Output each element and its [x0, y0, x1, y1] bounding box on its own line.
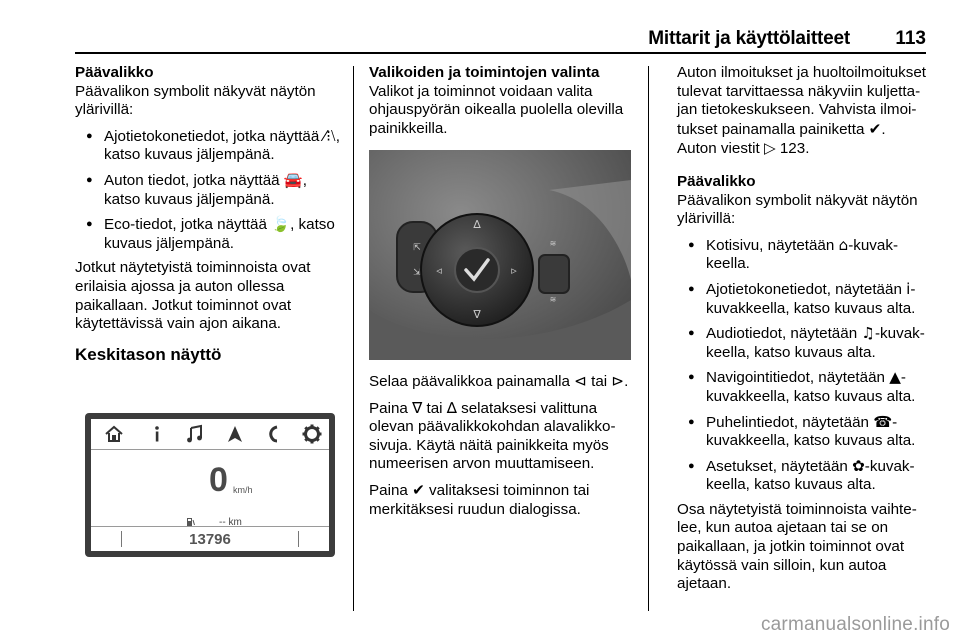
section-heading-main-menu: Päävalikko: [677, 172, 756, 190]
speed-value: 0: [209, 461, 228, 499]
column-2-continued: [369, 372, 637, 526]
info-icon: [146, 423, 168, 445]
section-heading-main-menu: Päävalikko: [75, 64, 154, 81]
column-2: [369, 64, 637, 145]
body-paragraph: Auton ilmoitukset ja huoltoilmoitukset tulevat tarvittaessa näkyviin kuljettajan tietokeskukseen. Vahvista ilmoitukset painamalla painiketta ✔. Auton viestit ▷ 123.: [677, 64, 927, 158]
home-icon: ⌂: [838, 235, 849, 254]
list-item: ● Puhelintiedot, näytetään ☎-kuvakkeella, katso kuvaus alta.: [677, 413, 932, 451]
list-item: ● Ajotietokonetiedot, näytetään i-kuvakkeella, katso kuvaus alta.: [677, 280, 932, 318]
svg-text:▹: ▹: [511, 264, 517, 277]
svg-text:⇲: ⇲: [413, 268, 421, 278]
music-icon: [184, 423, 206, 445]
phone-icon: [263, 423, 285, 445]
list-item: ● Asetukset, näytetään ✿-kuvakkeella, katso kuvaus alta.: [677, 457, 932, 495]
intro-text: Päävalikon symbolit näkyvät näytön ylärivillä:: [75, 82, 316, 119]
list-item: ● Auton tiedot, jotka näyttää 🚘, katso kuvaus jäljempänä.: [75, 171, 343, 209]
range-value: -- km: [219, 517, 242, 528]
navigation-icon: [224, 423, 246, 445]
column-divider: [353, 66, 354, 611]
down-arrow-icon: ∇: [412, 398, 423, 417]
column-divider: [648, 66, 649, 611]
page-title: Mittarit ja käyttölaitteet: [648, 28, 850, 49]
intro-text: Valikot ja toiminnot voidaan valita ohjauspyörän oikealla puolella olevilla painikkeilla.: [369, 82, 624, 137]
section-heading-midlevel-display: Keskitason näyttö: [75, 344, 222, 364]
bullet-list: [75, 127, 343, 254]
svg-text:◃: ◃: [436, 264, 442, 277]
svg-text:≋: ≋: [549, 295, 557, 304]
body-paragraph: Osa näytetyistä toiminnoista vaihtelee, kun autoa ajetaan tai se on paikallaan, ja jotkin toiminnot ovat käytössä vain silloin, kun autoa ajetaan.: [677, 500, 917, 593]
settings-icon: [301, 423, 323, 445]
odometer-bar: [91, 526, 329, 551]
cluster-display-illustration: [85, 413, 335, 557]
speed-unit: km/h: [233, 485, 253, 495]
home-icon: [103, 423, 125, 445]
svg-text:∇: ∇: [473, 308, 481, 321]
checkmark-icon: ✔: [868, 119, 882, 138]
body-paragraph: Paina ∇ tai ∆ selataksesi valittuna olevan päävalikkokohdan alavalikko-sivuja. Käytä näitä painikkeita myös numeerisen arvon muuttamiseen.: [369, 398, 616, 473]
up-arrow-icon: ∆: [446, 398, 457, 417]
music-icon: ♫: [861, 324, 875, 343]
left-arrow-icon: ⊲: [574, 372, 587, 390]
trip-computer-icon: ⁄⁝⧵: [323, 126, 336, 145]
list-item: ● Eco-tiedot, jotka näyttää 🍃, katso kuvaus jäljempänä.: [75, 215, 343, 253]
divider: [298, 531, 299, 547]
list-item: ● Ajotietokonetiedot, jotka näyttää ⁄⁝⧵, katso kuvaus jäljempänä.: [75, 127, 343, 165]
column-3: [677, 64, 932, 601]
list-item: ● Kotisivu, näytetään ⌂-kuvakkeella.: [677, 236, 932, 274]
right-arrow-icon: ⊳: [611, 372, 625, 390]
page-header: [75, 28, 926, 54]
page-number: 113: [895, 28, 926, 49]
body-paragraph: Jotkut näytetyistä toiminnoista ovat erilaisia ajossa ja auton ollessa paikallaan. Jotkut toiminnot ovat käytettävissä vain ajon aikana.: [75, 259, 311, 333]
list-item: ● Navigointitiedot, näytetään ▲-kuvakkeella, katso kuvaus alta.: [677, 368, 932, 406]
svg-text:≋: ≋: [549, 239, 557, 248]
display-screen: [91, 419, 329, 551]
phone-icon: ☎: [873, 412, 893, 431]
svg-text:⇱: ⇱: [413, 243, 421, 253]
intro-text: Päävalikon symbolit näkyvät näytön ylärivillä:: [677, 191, 918, 228]
steering-wheel-illustration: [369, 150, 631, 360]
svg-text:∆: ∆: [473, 218, 481, 231]
list-item: ● Audiotiedot, näytetään ♫-kuvakkeella, katso kuvaus alta.: [677, 324, 932, 362]
steering-wheel-controls-photo: [369, 150, 631, 360]
eco-leaf-icon: 🍃: [271, 215, 291, 234]
odometer-value: 13796: [189, 531, 231, 548]
page-reference-icon: ▷: [763, 139, 776, 158]
icon-row: [91, 419, 329, 450]
column-1: [75, 64, 343, 364]
info-icon: i: [906, 279, 911, 298]
vehicle-icon: 🚘: [283, 170, 303, 189]
checkmark-icon: ✔: [412, 480, 425, 499]
watermark: carmanualsonline.info: [760, 614, 950, 635]
settings-icon: ✿: [852, 456, 865, 475]
navigation-icon: ▲: [889, 368, 901, 387]
bullet-list: [677, 236, 932, 495]
body-paragraph: Paina ✔ valitaksesi toiminnon tai merkitäksesi ruudun dialogissa.: [369, 480, 590, 518]
section-heading-selection: Valikoiden ja toimintojen valinta: [369, 64, 600, 81]
body-paragraph: Selaa päävalikkoa painamalla ⊲ tai ⊳.: [369, 372, 629, 390]
